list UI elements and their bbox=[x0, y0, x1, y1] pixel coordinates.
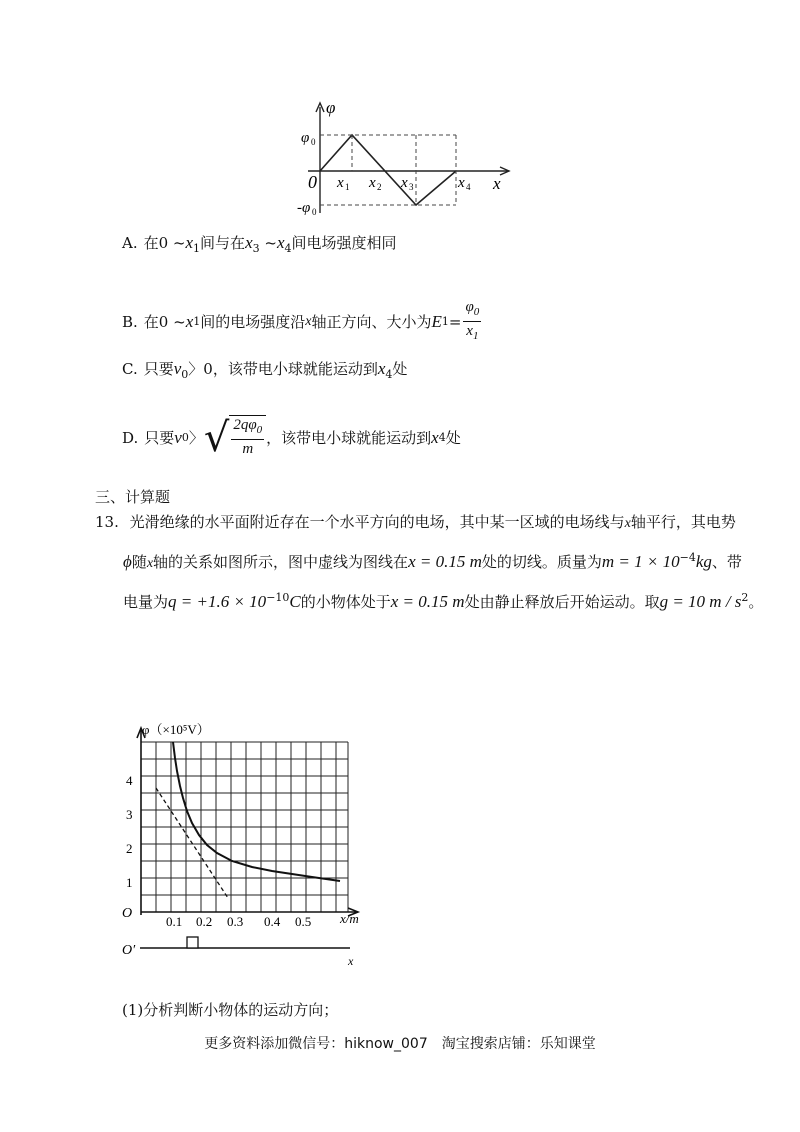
e1-fraction: $\frac{\varphi_0}{x_1}$ bbox=[465, 299, 480, 342]
x3-label: x bbox=[401, 175, 408, 191]
x-tick-0.1: 0.1 bbox=[166, 914, 183, 929]
y-tick-3: 3 bbox=[126, 807, 133, 822]
origin-label: 0 bbox=[308, 172, 317, 192]
x2-label: x bbox=[369, 175, 376, 191]
x2-sub: 2 bbox=[377, 182, 382, 192]
x4-label: x bbox=[458, 175, 465, 191]
block bbox=[187, 937, 198, 948]
option-a-label: A. bbox=[122, 234, 138, 252]
phi0-sub: 0 bbox=[311, 137, 316, 147]
x-tick-0.2: 0.2 bbox=[196, 914, 213, 929]
neg-phi0-sub: 0 bbox=[312, 207, 317, 217]
sqrt-expression: √ $\frac{2q\varphi_0}{m}$ bbox=[204, 418, 266, 458]
footer-text: 更多资料添加微信号：hiknow_007 淘宝搜索店铺：乐知课堂 bbox=[204, 1036, 596, 1052]
x3-sub: 3 bbox=[409, 182, 414, 192]
option-c[interactable]: C. 只要$v_0$〉0，该带电小球就能运动到$x_4$处 bbox=[122, 359, 408, 381]
x-tick-0.4: 0.4 bbox=[264, 914, 281, 929]
question-13: 13. 光滑绝缘的水平面附近存在一个水平方向的电场，其中某一区域的电场线与x轴平行，其电势 ϕ随x轴的关系如图所示，图中虚线为图线在x = 0.15 m处的切线。质量为$m = 1 \times 10^{-4}kg$、带 电量为$q = +1.6 \times 10^{-10}C$的小物体处于x = 0.15 m处由静止释放后开始运动。取g = 10 m / $s^2$。 bbox=[95, 513, 764, 611]
section-title: 三、计算题 bbox=[95, 488, 171, 506]
x-tick-0.3: 0.3 bbox=[227, 914, 244, 929]
option-b[interactable]: B. 在0 ~ x 1 间的电场强度沿 x 轴正方向、大小为 E 1 = $\frac{\varphi_0}{x_1}$ bbox=[122, 298, 483, 345]
origin-label: O bbox=[122, 906, 133, 921]
option-d[interactable]: D. 只要 v 0 〉 √ $\frac{2q\varphi_0}{m}$ ，该带电小球就能运动到 x 4 处 bbox=[122, 415, 461, 461]
option-c-label: C. bbox=[122, 360, 138, 378]
y-tick-1: 1 bbox=[126, 875, 133, 890]
x4-sub: 4 bbox=[466, 182, 471, 192]
sub-question-number: (1) bbox=[122, 1001, 144, 1019]
ground-x-label: x bbox=[348, 954, 354, 968]
tangent-line bbox=[156, 788, 228, 898]
x1-label: x bbox=[337, 175, 344, 191]
origin-prime-label: O′ bbox=[122, 943, 136, 958]
option-b-label: B. bbox=[122, 312, 138, 331]
option-a[interactable]: A. 在0 $\sim x_1$间与在$x_3$ $\sim x_4$间电场强度相同 bbox=[122, 233, 397, 255]
y-tick-2: 2 bbox=[126, 841, 133, 856]
x-axis-label: x/m bbox=[340, 911, 359, 926]
phi-curve bbox=[173, 742, 340, 881]
y-tick-4: 4 bbox=[126, 773, 133, 788]
option-d-label: D. bbox=[122, 429, 139, 447]
x-tick-0.5: 0.5 bbox=[295, 914, 312, 929]
phi0-label: φ bbox=[301, 130, 310, 146]
grid bbox=[141, 742, 348, 912]
phi-x-graph bbox=[290, 95, 520, 220]
phi-vs-x-chart bbox=[112, 720, 372, 975]
x-axis-label: x bbox=[493, 174, 501, 193]
phi-label: φ bbox=[326, 98, 336, 117]
question-number: 13. bbox=[95, 513, 119, 531]
x1-sub: 1 bbox=[345, 182, 350, 192]
phi-curve bbox=[320, 135, 456, 205]
neg-phi0-label: -φ bbox=[297, 200, 311, 216]
y-axis-label: φ（×10⁵V） bbox=[142, 722, 210, 737]
sub-question-1: (1)分析判断小物体的运动方向； bbox=[122, 1001, 339, 1019]
